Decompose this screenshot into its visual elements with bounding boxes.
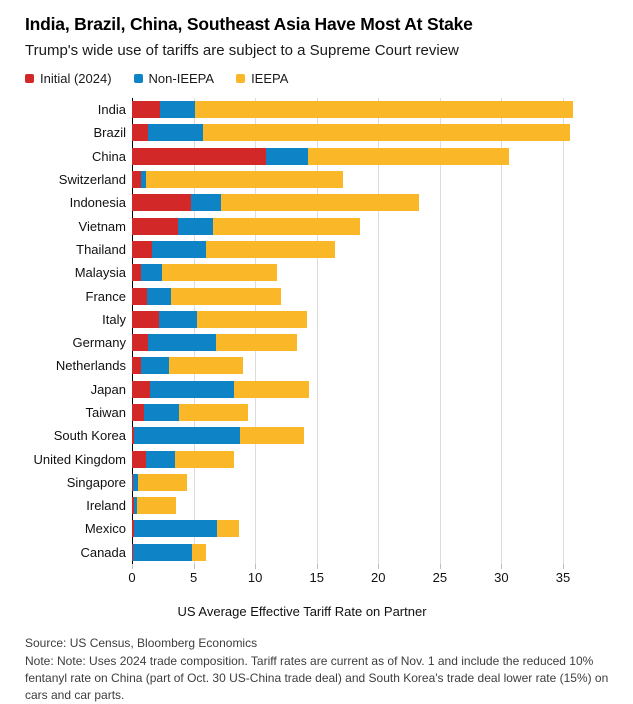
bar-segment-non-ieepa bbox=[178, 218, 214, 235]
bar-segment-ieepa bbox=[308, 148, 509, 165]
x-tick-label: 15 bbox=[309, 569, 324, 585]
bar-row bbox=[132, 494, 579, 517]
legend bbox=[25, 71, 605, 86]
category-label: Netherlands bbox=[55, 358, 126, 374]
x-axis-title: US Average Effective Tariff Rate on Partner bbox=[177, 603, 427, 619]
bar-segment-non-ieepa bbox=[134, 520, 217, 537]
bar-segment-non-ieepa bbox=[147, 288, 172, 305]
category-label: United Kingdom bbox=[33, 451, 126, 467]
legend-label: Non-IEEPA bbox=[148, 71, 215, 86]
x-tick-label: 25 bbox=[432, 569, 448, 585]
bar-segment-initial-2024 bbox=[132, 451, 146, 468]
bar-segment-non-ieepa bbox=[133, 544, 192, 561]
x-tick-label: 20 bbox=[371, 569, 386, 585]
bar-segment-ieepa bbox=[197, 311, 307, 328]
x-tick-label: 5 bbox=[189, 569, 198, 585]
x-tick-mark bbox=[378, 564, 379, 569]
bar-chart bbox=[25, 98, 605, 564]
bar-track bbox=[132, 194, 579, 211]
bar-row bbox=[132, 331, 579, 354]
bar-segment-ieepa bbox=[203, 124, 570, 141]
bar-segment-initial-2024 bbox=[132, 334, 148, 351]
bar-row bbox=[132, 517, 579, 540]
bar-segment-initial-2024 bbox=[132, 241, 152, 258]
category-label: China bbox=[92, 148, 126, 164]
bar-segment-ieepa bbox=[206, 241, 335, 258]
bar-segment-ieepa bbox=[234, 381, 309, 398]
category-label: Indonesia bbox=[69, 195, 126, 211]
chart-subtitle: Trump's wide use of tariffs are subject to a Supreme Court review bbox=[25, 42, 459, 59]
bar-segment-non-ieepa bbox=[144, 404, 178, 421]
bar-segment-ieepa bbox=[169, 357, 243, 374]
bar-track bbox=[132, 404, 579, 421]
bar-track bbox=[132, 357, 579, 374]
legend-label: IEEPA bbox=[251, 71, 289, 86]
bar-track bbox=[132, 171, 579, 188]
bar-track bbox=[132, 427, 579, 444]
bar-row bbox=[132, 447, 579, 470]
bar-row bbox=[132, 354, 579, 377]
category-label: Mexico bbox=[84, 521, 126, 537]
category-label: Thailand bbox=[76, 241, 126, 257]
legend-swatch-initial-icon bbox=[25, 74, 34, 83]
category-label: Germany bbox=[72, 335, 126, 351]
bar-segment-ieepa bbox=[213, 218, 360, 235]
category-label: Brazil bbox=[93, 125, 126, 141]
bar-segment-ieepa bbox=[146, 171, 343, 188]
bar-segment-ieepa bbox=[221, 194, 419, 211]
x-axis bbox=[128, 564, 579, 588]
bar-segment-initial-2024 bbox=[132, 148, 266, 165]
x-tick-mark bbox=[501, 564, 502, 569]
x-tick-label: 30 bbox=[494, 569, 509, 585]
bar-track bbox=[132, 381, 579, 398]
bar-row bbox=[132, 238, 579, 261]
bar-segment-non-ieepa bbox=[141, 264, 162, 281]
bar-row bbox=[132, 98, 579, 121]
bar-segment-non-ieepa bbox=[152, 241, 206, 258]
x-tick-mark bbox=[132, 564, 133, 569]
bar-track bbox=[132, 218, 579, 235]
bar-segment-initial-2024 bbox=[132, 171, 141, 188]
note-text: Note: Note: Uses 2024 trade composition. Tariff rates are current as of Nov. 1 and include the reduced 10% fentanyl rate on China (part of Oct. 30 US-China trade deal) and South Korea's trade deal lower rate (15%) on cars and car parts. bbox=[25, 653, 609, 702]
bar-segment-initial-2024 bbox=[132, 101, 160, 118]
bar-segment-ieepa bbox=[192, 544, 206, 561]
bar-track bbox=[132, 334, 579, 351]
bar-row bbox=[132, 378, 579, 401]
bar-row bbox=[132, 541, 579, 564]
bar-rows bbox=[132, 98, 579, 564]
bar-track bbox=[132, 497, 579, 514]
category-label: Ireland bbox=[86, 498, 126, 514]
bar-segment-non-ieepa bbox=[146, 451, 176, 468]
legend-swatch-non-ieepa-icon bbox=[134, 74, 143, 83]
category-label: Switzerland bbox=[58, 172, 126, 188]
bar-row bbox=[132, 168, 579, 191]
bar-segment-initial-2024 bbox=[132, 194, 191, 211]
bar-row bbox=[132, 191, 579, 214]
bar-segment-non-ieepa bbox=[141, 357, 169, 374]
plot-area bbox=[132, 98, 579, 564]
bar-segment-initial-2024 bbox=[132, 357, 141, 374]
bar-track bbox=[132, 520, 579, 537]
category-label: India bbox=[97, 102, 126, 118]
bar-segment-ieepa bbox=[179, 404, 248, 421]
bar-segment-ieepa bbox=[175, 451, 234, 468]
category-label: Japan bbox=[90, 381, 126, 397]
bar-row bbox=[132, 424, 579, 447]
bar-segment-non-ieepa bbox=[148, 334, 216, 351]
bar-segment-ieepa bbox=[240, 427, 304, 444]
category-label: Taiwan bbox=[85, 405, 126, 420]
source-text: Source: US Census, Bloomberg Economics bbox=[25, 635, 258, 650]
bar-track bbox=[132, 474, 579, 491]
bar-segment-non-ieepa bbox=[159, 311, 197, 328]
x-tick-mark bbox=[563, 564, 564, 569]
legend-item-initial bbox=[25, 71, 112, 86]
legend-item-ieepa bbox=[236, 71, 288, 86]
bar-segment-ieepa bbox=[216, 334, 297, 351]
footer bbox=[25, 635, 613, 704]
bar-track bbox=[132, 544, 579, 561]
bar-segment-ieepa bbox=[171, 288, 281, 305]
category-label: Canada bbox=[80, 544, 126, 560]
bar-track bbox=[132, 264, 579, 281]
bar-segment-initial-2024 bbox=[132, 311, 159, 328]
bar-segment-initial-2024 bbox=[132, 264, 141, 281]
bar-track bbox=[132, 311, 579, 328]
bar-segment-ieepa bbox=[138, 474, 187, 491]
bar-segment-initial-2024 bbox=[132, 218, 178, 235]
bar-segment-non-ieepa bbox=[160, 101, 194, 118]
bar-segment-non-ieepa bbox=[134, 427, 240, 444]
bar-row bbox=[132, 261, 579, 284]
legend-swatch-ieepa-icon bbox=[236, 74, 245, 83]
category-labels bbox=[25, 98, 126, 564]
bar-track bbox=[132, 241, 579, 258]
bar-track bbox=[132, 148, 579, 165]
bar-track bbox=[132, 101, 579, 118]
chart-title: India, Brazil, China, Southeast Asia Have Most At Stake bbox=[25, 14, 473, 34]
x-tick-label: 10 bbox=[247, 569, 263, 585]
bar-track bbox=[132, 288, 579, 305]
category-label: South Korea bbox=[53, 428, 126, 444]
x-tick-mark bbox=[440, 564, 441, 569]
legend-item-non-ieepa bbox=[134, 71, 215, 86]
bar-track bbox=[132, 124, 579, 141]
bar-segment-non-ieepa bbox=[148, 124, 203, 141]
bar-segment-initial-2024 bbox=[132, 404, 144, 421]
category-label: France bbox=[85, 288, 126, 304]
bar-row bbox=[132, 308, 579, 331]
category-label: Singapore bbox=[66, 474, 126, 490]
x-tick-label: 0 bbox=[128, 569, 136, 585]
category-label: Vietnam bbox=[78, 218, 126, 234]
category-label: Italy bbox=[102, 311, 126, 327]
bar-segment-ieepa bbox=[162, 264, 278, 281]
bar-row bbox=[132, 121, 579, 144]
x-tick-mark bbox=[194, 564, 195, 569]
bar-segment-initial-2024 bbox=[132, 124, 148, 141]
bar-segment-non-ieepa bbox=[266, 148, 308, 165]
bar-segment-initial-2024 bbox=[132, 381, 150, 398]
bar-row bbox=[132, 145, 579, 168]
x-tick-label: 35 bbox=[555, 569, 571, 585]
legend-label: Initial (2024) bbox=[40, 71, 112, 86]
x-tick-mark bbox=[255, 564, 256, 569]
bar-segment-ieepa bbox=[137, 497, 176, 514]
bar-segment-non-ieepa bbox=[191, 194, 221, 211]
bar-segment-ieepa bbox=[217, 520, 239, 537]
bar-row bbox=[132, 284, 579, 307]
bar-row bbox=[132, 401, 579, 424]
bar-segment-ieepa bbox=[195, 101, 573, 118]
x-tick-mark bbox=[317, 564, 318, 569]
bar-segment-non-ieepa bbox=[150, 381, 234, 398]
bar-track bbox=[132, 451, 579, 468]
bar-row bbox=[132, 471, 579, 494]
bar-row bbox=[132, 214, 579, 237]
category-label: Malaysia bbox=[74, 265, 126, 281]
bar-segment-initial-2024 bbox=[132, 288, 147, 305]
